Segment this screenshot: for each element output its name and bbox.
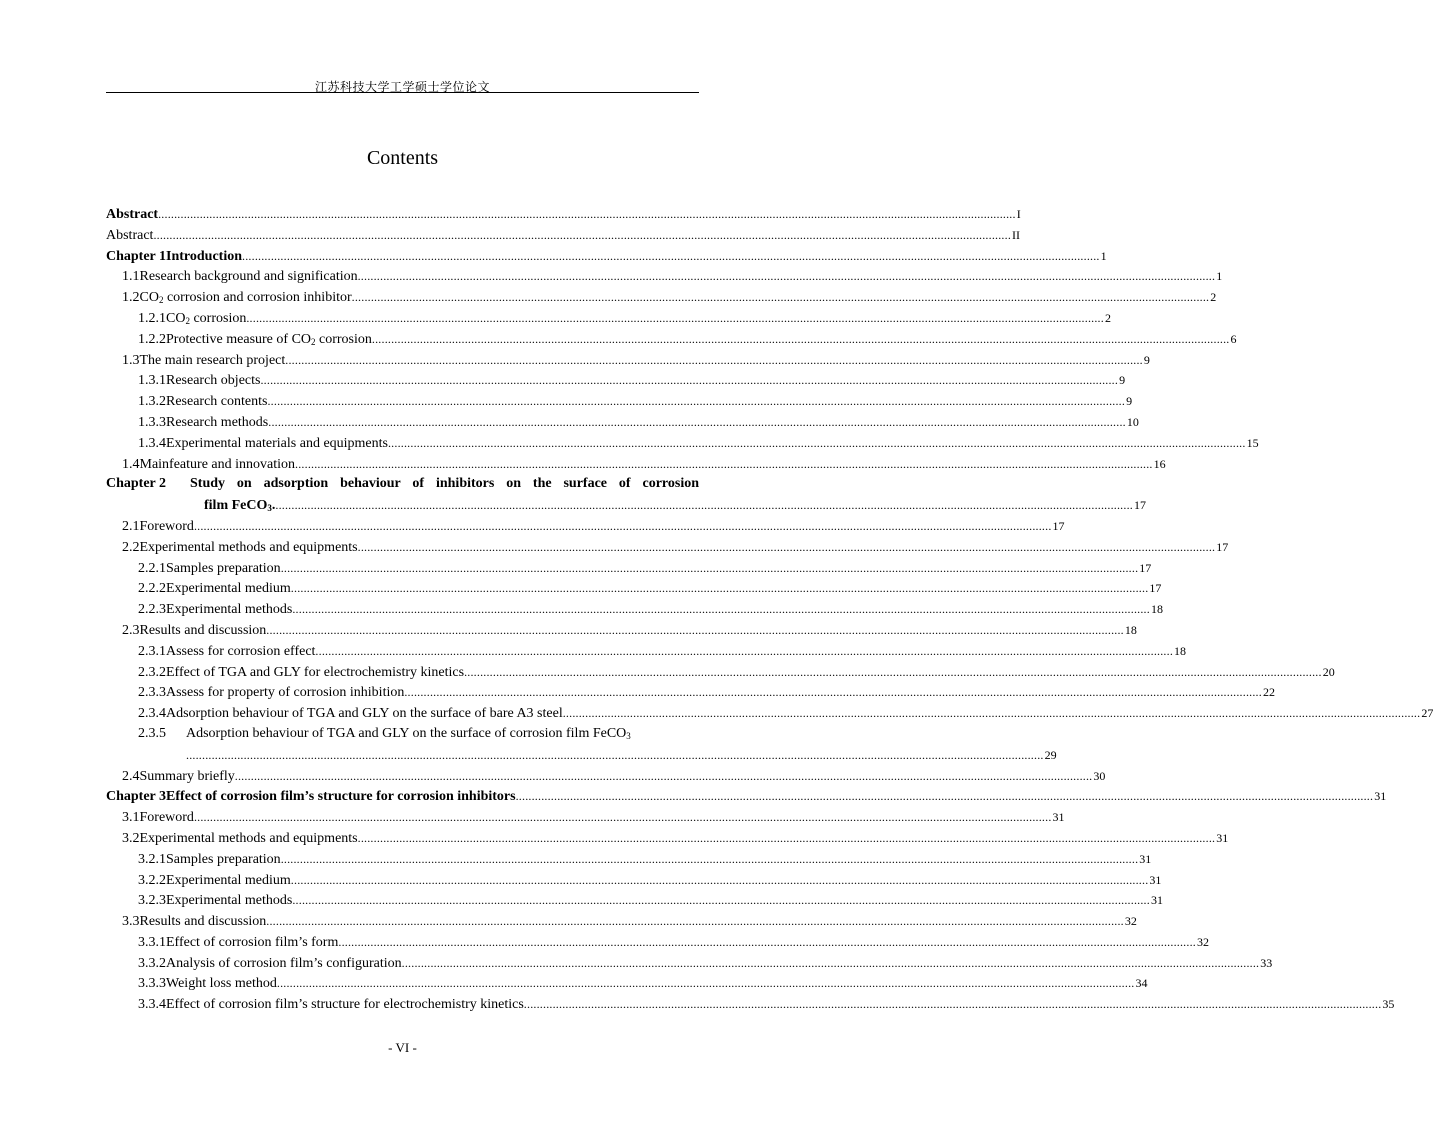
toc-number: 1.1 <box>122 269 140 285</box>
dot-leader <box>295 454 1153 475</box>
toc-entry-text: Experimental methods <box>166 602 293 618</box>
toc-number: 3.2.3 <box>138 893 166 909</box>
dot-leader <box>158 204 1016 225</box>
toc-entry-text: Abstract <box>106 227 154 243</box>
header-rule <box>106 92 699 93</box>
toc-entry-text: Research background and signification <box>139 269 358 285</box>
dot-leader <box>260 370 1118 391</box>
toc-page-number: 34 <box>1135 976 1148 991</box>
dot-leader <box>315 641 1173 662</box>
text-part: CO <box>166 310 186 326</box>
toc-entry-text: Analysis of corrosion film’s configuration <box>166 955 402 971</box>
toc-number: 3.2.2 <box>138 872 166 888</box>
toc-page-number: 17 <box>1139 560 1152 575</box>
toc-number: 2.2.3 <box>138 602 166 618</box>
toc-page-number: 31 <box>1149 872 1162 887</box>
toc-page-number: 2 <box>1210 290 1217 305</box>
toc-entry-1-3-2[interactable] <box>106 391 1133 412</box>
toc-entry-3-2-2[interactable] <box>106 870 1162 891</box>
toc-page-number: 17 <box>1052 518 1065 533</box>
subscript: 2 <box>311 336 316 347</box>
subscript: 2 <box>158 295 164 306</box>
toc-entry-text: Samples preparation <box>166 851 281 867</box>
dot-leader <box>291 578 1149 599</box>
dot-leader <box>388 433 1246 454</box>
text-part: . <box>271 498 276 514</box>
text-part: corrosion <box>315 331 372 347</box>
toc-entry-text: Experimental medium <box>166 872 291 888</box>
running-header: 江苏科技大学工学硕士学位论文 <box>314 80 490 94</box>
toc-entry-2-3-2[interactable] <box>106 662 1335 683</box>
toc-number: 2.3.5 <box>138 725 166 741</box>
toc-entry-text: Results and discussion <box>139 622 267 638</box>
toc-page-number: 18 <box>1150 602 1163 617</box>
toc-entry-text: Research contents <box>166 394 268 410</box>
toc-entry-text: Mainfeature and innovation <box>139 456 296 472</box>
toc-number: 3.3 <box>122 914 140 930</box>
toc-entry-2-2-2[interactable] <box>106 578 1162 599</box>
toc-entry-chapter-3[interactable] <box>106 786 1387 807</box>
toc-entry-text: Weight loss method <box>166 976 277 992</box>
toc-page-number: 17 <box>1133 498 1146 513</box>
dot-leader <box>275 495 1133 516</box>
toc-page-number: 31 <box>1139 851 1152 866</box>
toc-page-number: 20 <box>1322 664 1335 679</box>
dot-leader <box>194 807 1052 828</box>
dot-leader <box>194 516 1052 537</box>
toc-page-number: II <box>1012 227 1021 242</box>
toc-number: 2.1 <box>122 518 140 534</box>
toc-entry-chapter-1[interactable] <box>106 246 1107 267</box>
toc-entry-text: Foreword <box>139 518 194 534</box>
toc-entry-text: Summary briefly <box>139 768 235 784</box>
dot-leader <box>281 558 1139 579</box>
toc-page-number: 18 <box>1124 622 1137 637</box>
toc-number: 1.2.2 <box>138 331 166 347</box>
toc-entry-text: Effect of TGA and GLY for electrochemistry kinetics <box>166 664 465 680</box>
toc-number: 2.4 <box>122 768 140 784</box>
toc-number: 1.3.2 <box>138 394 166 410</box>
dot-leader <box>235 766 1093 787</box>
toc-number: 2.3.3 <box>138 685 166 701</box>
toc-entry-text <box>166 330 372 351</box>
toc-page-number: 35 <box>1382 997 1395 1012</box>
subscript: 3 <box>626 730 631 741</box>
toc-number: Chapter 3 <box>106 789 167 805</box>
toc-page-number: 31 <box>1150 893 1163 908</box>
page-number-footer: - VI - <box>388 1040 417 1055</box>
toc-number: 2.3.2 <box>138 664 166 680</box>
toc-entry-3-1[interactable] <box>106 807 1065 828</box>
dot-leader <box>338 932 1196 953</box>
toc-entry-3-3-1[interactable] <box>106 932 1209 953</box>
toc-page-number: 32 <box>1124 914 1137 929</box>
toc-page-number: 9 <box>1119 373 1126 388</box>
toc-page-number: 17 <box>1149 581 1162 596</box>
text-part: Protective measure of CO <box>166 331 312 347</box>
toc-number: 3.3.1 <box>138 934 166 950</box>
toc-entry-2-2-1[interactable] <box>106 558 1152 579</box>
dot-leader <box>402 953 1260 974</box>
toc-number: 3.2 <box>122 830 140 846</box>
toc-number: 3.3.4 <box>138 997 166 1013</box>
toc-page-number: 22 <box>1262 685 1275 700</box>
dot-leader <box>516 786 1374 807</box>
toc-entry-text: The main research project <box>139 352 286 368</box>
toc-number: 2.2 <box>122 539 140 555</box>
toc-page-number: 33 <box>1260 955 1273 970</box>
toc-entry-text: Samples preparation <box>166 560 281 576</box>
dot-leader <box>186 745 1044 766</box>
toc-entry-text: Effect of corrosion film’s structure for electrochemistry kinetics <box>166 997 524 1013</box>
toc-entry-text: Effect of corrosion film’s structure for corrosion inhibitors <box>166 789 516 805</box>
toc-number: 3.3.2 <box>138 955 166 971</box>
toc-page-number: 29 <box>1044 747 1057 762</box>
dot-leader <box>277 973 1135 994</box>
toc-entry-text: Assess for corrosion effect <box>166 643 316 659</box>
dot-leader <box>358 828 1216 849</box>
toc-number: 1.3 <box>122 352 140 368</box>
toc-page-number: 6 <box>1230 331 1237 346</box>
toc-page-number: I <box>1016 207 1021 221</box>
toc-entry-text-continued <box>204 496 275 517</box>
toc-number: 1.4 <box>122 456 140 472</box>
toc-entry-2-3-1[interactable] <box>106 641 1187 662</box>
dot-leader <box>464 662 1322 683</box>
toc-number: 1.3.1 <box>138 373 166 389</box>
dot-leader <box>358 266 1216 287</box>
toc-entry-chapter-2[interactable] <box>106 474 1146 516</box>
toc-entry-3-2[interactable] <box>106 828 1229 849</box>
toc-entry-3-3[interactable] <box>106 911 1137 932</box>
dot-leader <box>285 350 1143 371</box>
toc-page-number: 15 <box>1246 435 1259 450</box>
toc-page-number: 30 <box>1093 768 1106 783</box>
toc-number: 2.2.1 <box>138 560 166 576</box>
dot-leader <box>292 599 1150 620</box>
toc-page-number: 17 <box>1216 539 1229 554</box>
toc-entry-text: Results and discussion <box>139 914 267 930</box>
toc-entry-text: Research objects <box>166 373 261 389</box>
page-title: Contents <box>366 147 439 169</box>
toc-number: 2.3.1 <box>138 643 166 659</box>
toc-number: 1.3.3 <box>138 414 166 430</box>
toc-number: 3.2.1 <box>138 851 166 867</box>
text-part: corrosion <box>189 310 247 326</box>
toc-page-number: 31 <box>1216 830 1229 845</box>
dot-leader <box>153 225 1011 246</box>
toc-entry-text <box>166 309 246 330</box>
toc-entry-2-1[interactable] <box>106 516 1065 537</box>
toc-page-number: 32 <box>1196 934 1209 949</box>
toc-entry-1-4[interactable] <box>106 454 1166 475</box>
toc-entry-text: Experimental medium <box>166 581 291 597</box>
dot-leader <box>246 308 1104 329</box>
toc-number: 1.2 <box>122 290 140 306</box>
text-part: film FeCO <box>204 498 268 514</box>
toc-page-number: 31 <box>1052 810 1065 825</box>
toc-entry-3-3-2[interactable] <box>106 953 1273 974</box>
toc-entry-2-3[interactable] <box>106 620 1137 641</box>
toc-page-number: 1 <box>1100 248 1107 263</box>
dot-leader <box>291 870 1149 891</box>
toc-entry-text: Experimental methods and equipments <box>139 539 358 555</box>
toc-entry-text: Adsorption behaviour of TGA and GLY on the surface of bare A3 steel <box>166 706 563 722</box>
toc-entry-3-2-3[interactable] <box>106 890 1163 911</box>
toc-entry-1-3-3[interactable] <box>106 412 1139 433</box>
text-part: CO <box>139 290 159 306</box>
toc-entry-text: Effect of corrosion film’s form <box>166 934 339 950</box>
toc-number: 2.3 <box>122 622 140 638</box>
toc-page-number: 1 <box>1216 269 1223 284</box>
dot-leader <box>281 849 1139 870</box>
dot-leader <box>358 537 1216 558</box>
dot-leader <box>242 246 1100 267</box>
toc-entry-text: Study on adsorption behaviour of inhibitors on the surface of corrosion <box>190 476 699 492</box>
table-of-contents <box>106 204 1433 1015</box>
toc-number: 2.2.2 <box>138 581 166 597</box>
toc-entry-text: Experimental materials and equipments <box>166 435 388 451</box>
toc-entry-1-2-2[interactable] <box>106 329 1237 350</box>
toc-page-number: 31 <box>1374 789 1387 804</box>
toc-page-number: 27 <box>1421 706 1433 721</box>
text-part: corrosion and corrosion inhibitor <box>163 290 352 306</box>
toc-entry-2-3-4[interactable] <box>106 703 1433 724</box>
subscript: 2 <box>185 315 190 326</box>
toc-number: Chapter 2 <box>106 476 167 492</box>
toc-entry-text: Research methods <box>166 414 269 430</box>
toc-entry-1-3-4[interactable] <box>106 433 1259 454</box>
toc-entry-2-4[interactable] <box>106 766 1106 787</box>
dot-leader <box>352 287 1210 308</box>
toc-entry-2-3-3[interactable] <box>106 682 1275 703</box>
toc-entry-text <box>140 288 352 309</box>
dot-leader <box>292 890 1150 911</box>
toc-number: Chapter 1 <box>106 248 167 264</box>
dot-leader <box>266 620 1124 641</box>
dot-leader <box>372 329 1230 350</box>
dot-leader <box>404 682 1262 703</box>
toc-number: 3.1 <box>122 810 140 826</box>
toc-page-number: 9 <box>1126 394 1133 409</box>
toc-entry-1-1[interactable] <box>106 266 1223 287</box>
toc-page-number: 9 <box>1143 352 1150 367</box>
toc-number: 2.3.4 <box>138 706 166 722</box>
toc-entry-3-2-1[interactable] <box>106 849 1152 870</box>
toc-entry-2-2-3[interactable] <box>106 599 1163 620</box>
toc-entry-1-3[interactable] <box>106 350 1150 371</box>
dot-leader <box>267 391 1125 412</box>
toc-entry-abstract-en[interactable] <box>106 225 1021 246</box>
toc-entry-1-3-1[interactable] <box>106 370 1126 391</box>
toc-entry-text <box>186 724 631 745</box>
toc-number: 1.2.1 <box>138 310 166 326</box>
dot-leader <box>524 994 1382 1015</box>
toc-entry-3-3-4[interactable] <box>106 994 1395 1015</box>
dot-leader <box>268 412 1126 433</box>
toc-entry-abstract-cn[interactable] <box>106 204 1021 225</box>
toc-page-number: 2 <box>1104 310 1111 325</box>
toc-page-number: 16 <box>1153 456 1166 471</box>
toc-page-number: 18 <box>1174 643 1187 658</box>
dot-leader <box>563 703 1421 724</box>
toc-entry-text: Foreword <box>139 810 194 826</box>
toc-entry-1-2-1[interactable] <box>106 308 1111 329</box>
toc-page-number: 10 <box>1126 414 1139 429</box>
toc-entry-2-2[interactable] <box>106 537 1229 558</box>
toc-entry-text: Experimental methods <box>166 893 293 909</box>
toc-number: 3.3.3 <box>138 976 166 992</box>
toc-entry-1-2[interactable] <box>106 287 1217 308</box>
toc-entry-text: Experimental methods and equipments <box>139 830 358 846</box>
dot-leader <box>266 911 1124 932</box>
toc-entry-text: Abstract <box>106 207 159 222</box>
subscript: 3 <box>267 503 272 514</box>
toc-entry-text: Introduction <box>166 248 243 264</box>
toc-entry-2-3-5[interactable] <box>106 724 1057 766</box>
toc-entry-3-3-3[interactable] <box>106 973 1148 994</box>
toc-number: 1.3.4 <box>138 435 166 451</box>
toc-entry-text: Assess for property of corrosion inhibition <box>166 685 405 701</box>
text-part: Adsorption behaviour of TGA and GLY on the surface of corrosion film FeCO <box>186 725 627 741</box>
